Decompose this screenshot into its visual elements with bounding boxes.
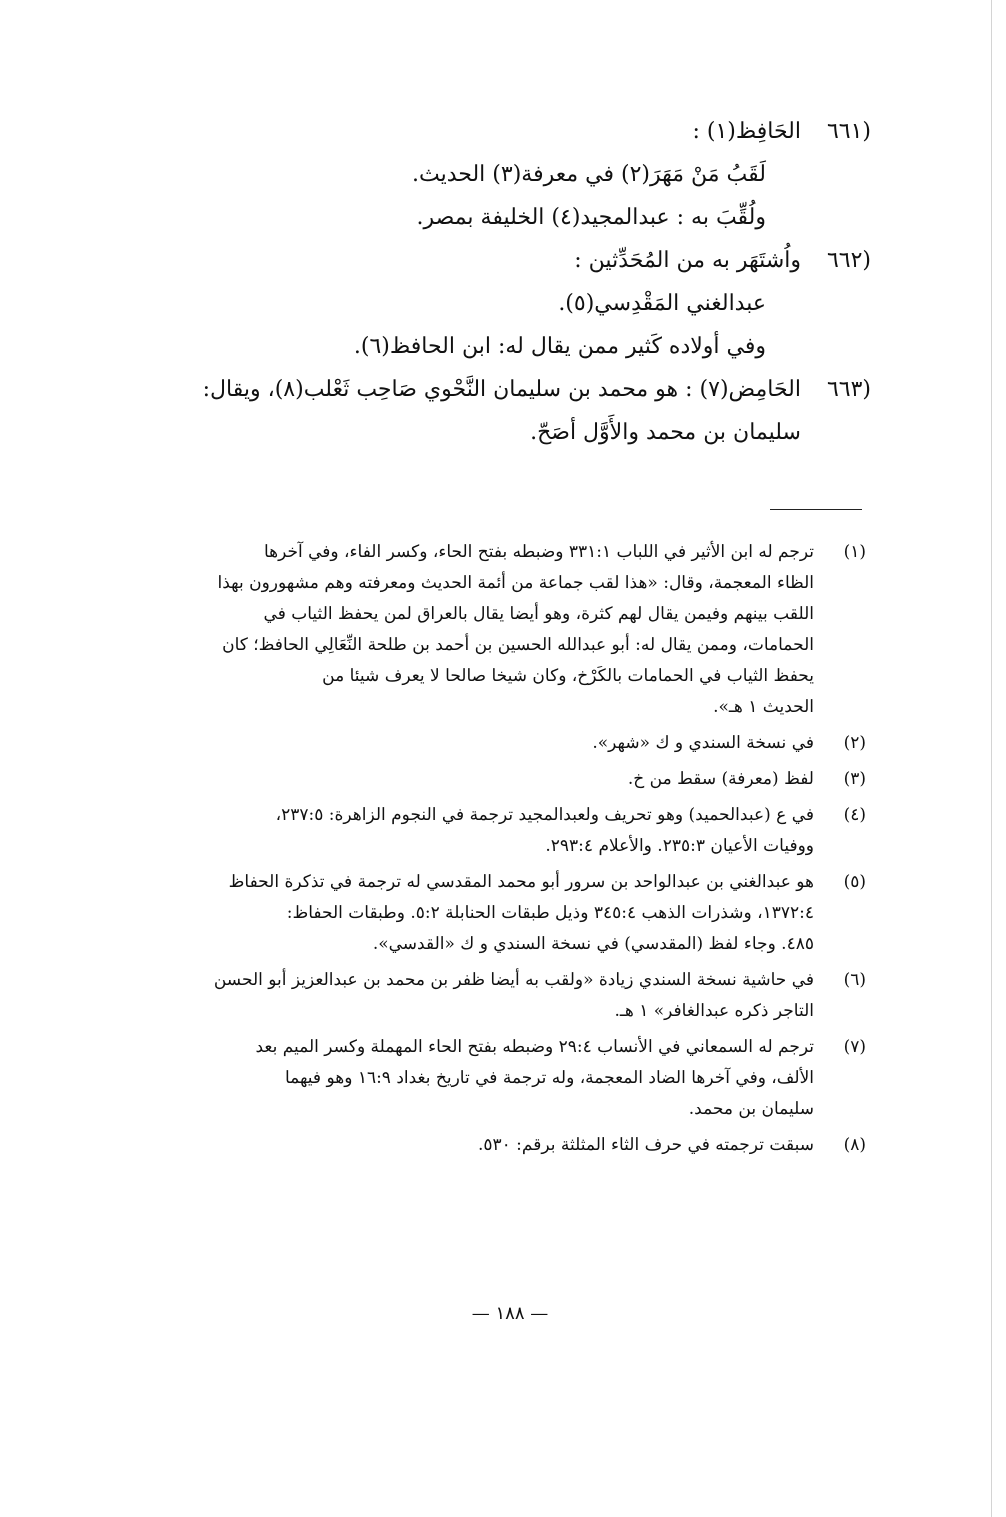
entry (141, 239, 871, 368)
footnote-separator (770, 509, 862, 510)
footnote-number: (٤) (843, 805, 866, 825)
footnote-number: (٧) (843, 1037, 866, 1057)
footnote (144, 537, 866, 723)
entry-subline: وفي أولاده كَثير ممن يقال له: ابن الحافظ(٦). (353, 334, 766, 359)
footnote-line: ووفيات الأعيان ٢٣٥:٣. والأعلام ٢٩٣:٤. (545, 836, 814, 856)
entry-number: (٦٦١ (826, 119, 871, 144)
footnote (144, 867, 866, 960)
footnote-number: (٣) (843, 769, 866, 789)
footnote-line: سبقت ترجمته في حرف الثاء المثلثة برقم: ٥٣٠. (477, 1135, 814, 1155)
entry-number: (٦٦٣ (826, 377, 871, 402)
footnote (144, 800, 866, 862)
footnote-number: (١) (843, 542, 866, 562)
footnote-line: الحديث ١ هـ». (713, 697, 814, 717)
entry-line: واُشتَهَر به من المُحَدِّثين : (574, 248, 801, 273)
entry-line: الحَافِظ(١) : (692, 119, 801, 144)
footnote (144, 965, 866, 1027)
footnote-line: في نسخة السندي و ك «شهر». (592, 733, 814, 753)
footnote-line: هو عبدالغني بن عبدالواحد بن سرور أبو محمد المقدسي له ترجمة في تذكرة الحفاظ (228, 872, 814, 892)
footnotes (144, 537, 866, 1166)
footnote-line: لفظ (معرفة) سقط من خ. (627, 769, 814, 789)
main-entries (141, 110, 871, 454)
footnote-line: الظاء المعجمة، وقال: «هذا لقب جماعة من أئمة الحديث ومعرفته وهم مشهورون بهذا (217, 573, 814, 593)
footnote-line: ترجم له السمعاني في الأنساب ٢٩:٤ وضبطه بفتح الحاء المهملة وكسر الميم بعد (255, 1037, 814, 1057)
entry-number: (٦٦٢ (826, 248, 871, 273)
page-number: — ١٨٨ — (471, 1303, 549, 1324)
footnote-line: الألف، وفي آخرها الضاد المعجمة، وله ترجمة في تاريخ بغداد ١٦:٩ وهو فيهما (284, 1068, 814, 1088)
footnote-line: ١٣٧٢:٤، وشذرات الذهب ٣٤٥:٤ وذيل طبقات الحنابلة ٥:٢. وطبقات الحفاظ: (286, 903, 814, 923)
footnote (144, 1032, 866, 1125)
footnote-line: يحفظ الثياب في الحمامات بالكَرْخ، وكان شيخا صالحا لا يعرف شيئا من (322, 666, 814, 686)
entry-line: سليمان بن محمد والأَوَّل أصَحّ. (530, 420, 801, 445)
footnote-line: التاجر ذكره عبدالغافر» ١ هـ. (614, 1001, 814, 1021)
footnote-line: سليمان بن محمد. (688, 1099, 814, 1119)
entry (141, 368, 871, 454)
footnote-line: الحمامات، وممن يقال له: أبو عبدالله الحسين بن أحمد بن طلحة النِّعَالِي الحافظ؛ كان (222, 635, 814, 655)
entry-subline: عبدالغني المَقْدِسي(٥). (558, 291, 766, 316)
footnote-number: (٨) (843, 1135, 866, 1155)
footnote-line: اللقب بينهم وفيمن يقال لهم كثرة، وهو أيضا يقال بالعراق لمن يحفظ الثياب في (263, 604, 814, 624)
footnote (144, 728, 866, 759)
entry-subline: ولُقِّبَ به : عبدالمجيد(٤) الخليفة بمصر. (416, 205, 766, 230)
footnote-number: (٥) (843, 872, 866, 892)
entry-line: الحَامِض(٧) : هو محمد بن سليمان النَّحْوي صَاحِب ثَعْلب(٨)، ويقال: (202, 377, 801, 402)
footnote-line: في ع (عبدالحميد) وهو تحريف ولعبدالمجيد ترجمة في النجوم الزاهرة: ٢٣٧:٥، (275, 805, 814, 825)
footnote-line: ٤٨٥. وجاء لفظ (المقدسي) في نسخة السندي و ك «القدسي». (372, 934, 814, 954)
footnote (144, 764, 866, 795)
scan-edge-line (991, 0, 992, 1517)
entry (141, 110, 871, 239)
footnote-number: (٦) (843, 970, 866, 990)
entry-subline: لَقَبُ مَنْ مَهَرَ(٢) في معرفة(٣) الحديث. (412, 162, 766, 187)
footnote-number: (٢) (843, 733, 866, 753)
footnote-line: ترجم له ابن الأثير في اللباب ٣٣١:١ وضبطه بفتح الحاء، وكسر الفاء، وفي آخرها (263, 542, 814, 562)
footnote-line: في حاشية نسخة السندي زيادة «ولقب به أيضا ظفر بن محمد بن عبدالعزيز أبو الحسن (213, 970, 814, 990)
footnote (144, 1130, 866, 1161)
